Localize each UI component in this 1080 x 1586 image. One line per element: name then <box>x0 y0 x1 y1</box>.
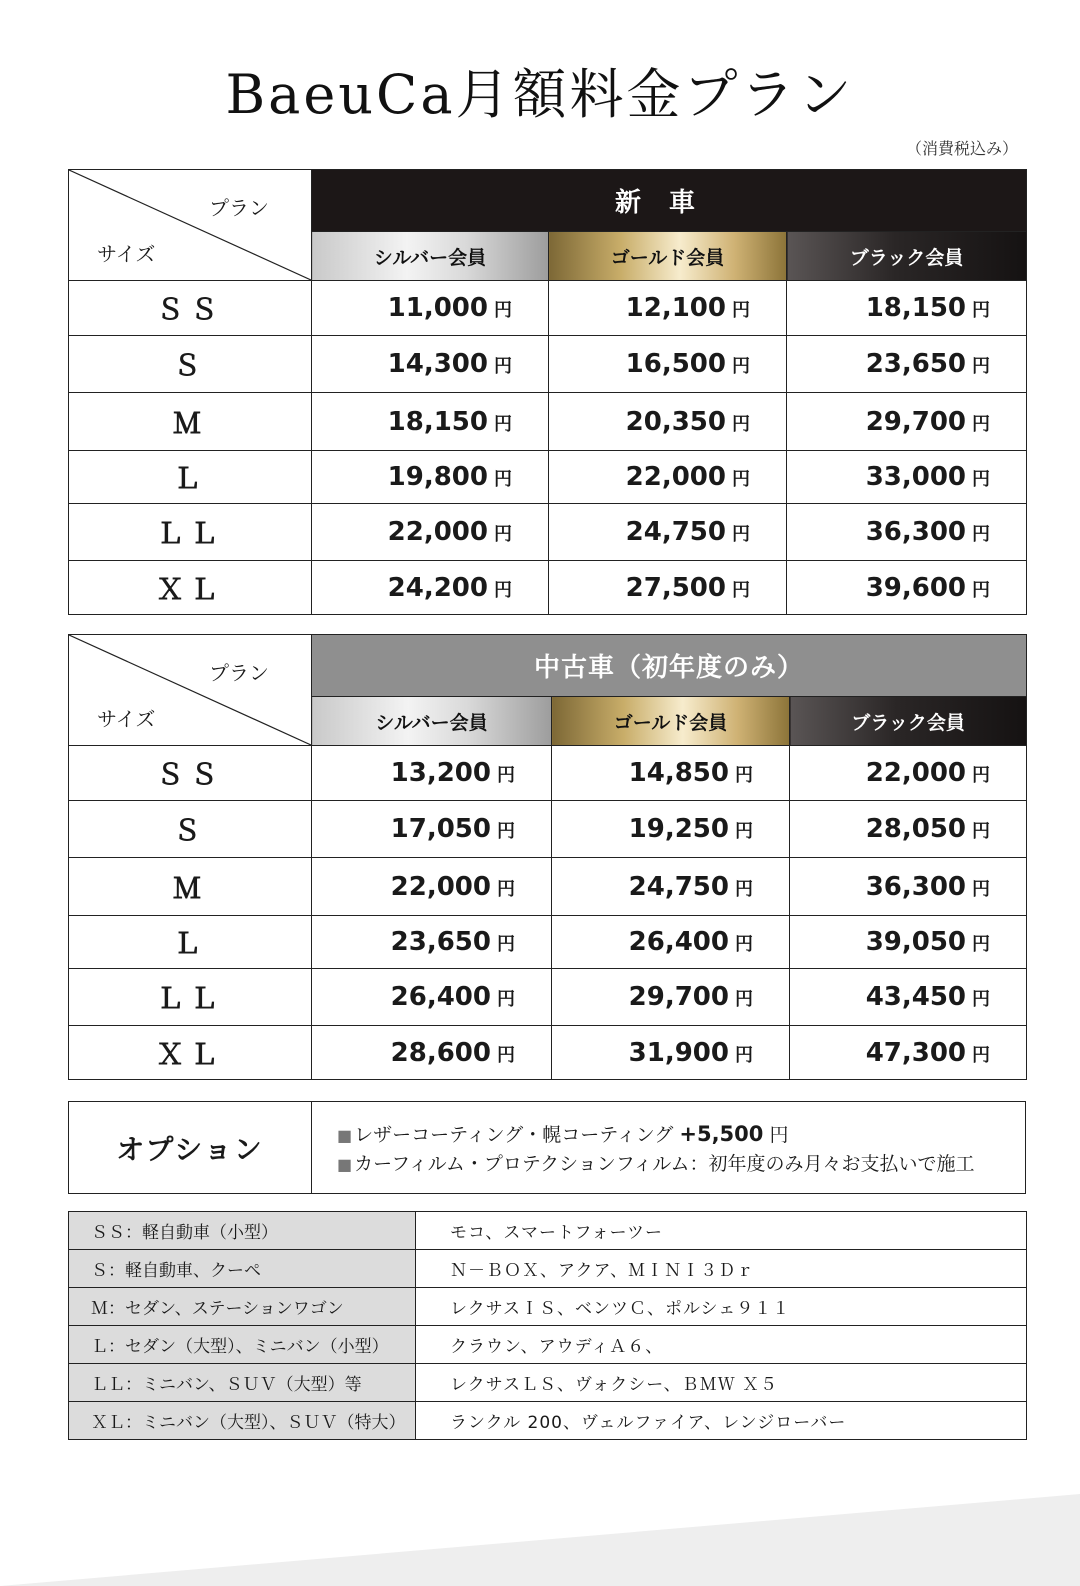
yen-unit: 円 <box>494 524 512 545</box>
price-value: 19,250 <box>628 814 729 844</box>
yen-unit: 円 <box>497 934 515 955</box>
price-cell <box>549 504 787 561</box>
size-cell: Ｍ <box>69 393 312 451</box>
yen-unit: 円 <box>494 300 512 321</box>
yen-unit: 円 <box>497 1044 515 1066</box>
size-definition: ＳＳ：軽自動車（小型） <box>69 1212 416 1250</box>
table-row <box>69 393 1027 451</box>
table-row <box>69 504 1027 561</box>
tier-gold: ゴールド会員 <box>552 697 790 746</box>
size-cell: ＸＬ <box>69 561 312 615</box>
yen-unit: 円 <box>497 821 515 842</box>
price-value: 22,000 <box>625 462 726 492</box>
size-definition: Ｓ：軽自動車、クーペ <box>69 1250 416 1288</box>
used-car-price-table <box>68 634 1027 1080</box>
price-cell <box>552 746 790 801</box>
table-row <box>69 969 1027 1026</box>
price-value: 26,400 <box>628 927 729 957</box>
yen-unit: 円 <box>494 413 512 435</box>
price-value: 19,800 <box>387 462 488 492</box>
table-row <box>69 281 1027 336</box>
yen-unit: 円 <box>735 934 753 955</box>
yen-unit: 円 <box>732 524 750 545</box>
table-corner-header <box>69 635 312 746</box>
yen-unit: 円 <box>735 989 753 1010</box>
yen-unit: 円 <box>735 1044 753 1066</box>
size-cell: ＳＳ <box>69 746 312 801</box>
yen-unit: 円 <box>732 356 750 377</box>
price-cell <box>790 916 1027 969</box>
price-cell <box>552 1026 790 1080</box>
price-value: 18,150 <box>387 406 488 437</box>
yen-unit: 円 <box>735 821 753 842</box>
table-row <box>69 451 1027 504</box>
price-value: 12,100 <box>625 293 726 323</box>
price-cell <box>552 858 790 916</box>
table-row <box>69 801 1027 858</box>
size-definition: ＬＬ：ミニバン、ＳＵＶ（大型）等 <box>69 1364 416 1402</box>
price-cell <box>552 801 790 858</box>
size-cell: ＸＬ <box>69 1026 312 1080</box>
size-example-row <box>69 1402 1027 1440</box>
price-value: 39,050 <box>865 927 967 957</box>
price-value: 36,300 <box>865 871 967 902</box>
price-cell <box>549 561 787 615</box>
size-example-row <box>69 1212 1027 1250</box>
size-cell: Ｓ <box>69 336 312 393</box>
yen-unit: 円 <box>732 413 750 435</box>
yen-unit: 円 <box>497 878 515 900</box>
size-cell: ＳＳ <box>69 281 312 336</box>
price-cell <box>312 561 549 615</box>
yen-unit: 円 <box>494 469 512 490</box>
tier-black: ブラック会員 <box>787 232 1027 281</box>
price-value: 11,000 <box>387 293 488 323</box>
price-cell <box>312 1026 552 1080</box>
size-example-row <box>69 1288 1027 1326</box>
square-bullet-icon: ■ <box>337 1126 353 1145</box>
price-cell <box>312 281 549 336</box>
price-value: 36,300 <box>865 517 967 547</box>
size-example-models: Ｎ－ＢＯＸ、アクア、ＭＩＮＩ３Ｄｒ <box>416 1250 1027 1288</box>
yen-unit: 円 <box>972 469 991 490</box>
size-definition: ＸＬ：ミニバン（大型）、ＳＵＶ（特大） <box>69 1402 416 1440</box>
size-definition: Ｌ：セダン（大型）、ミニバン（小型） <box>69 1326 416 1364</box>
tax-note: （消費税込み） <box>905 139 1018 158</box>
price-value: 29,700 <box>865 406 967 437</box>
size-example-row <box>69 1364 1027 1402</box>
price-cell <box>787 561 1027 615</box>
price-cell <box>787 504 1027 561</box>
price-cell <box>787 336 1027 393</box>
price-value: 17,050 <box>390 814 491 844</box>
yen-unit: 円 <box>972 934 991 955</box>
price-cell <box>790 858 1027 916</box>
price-value: 16,500 <box>625 349 726 379</box>
size-cell: ＬＬ <box>69 504 312 561</box>
price-cell <box>787 281 1027 336</box>
size-example-models: レクサスＩＳ、ベンツＣ、ポルシェ９１１ <box>416 1288 1027 1326</box>
price-value: 23,650 <box>390 927 491 957</box>
price-cell <box>312 336 549 393</box>
price-cell <box>787 451 1027 504</box>
price-cell <box>790 746 1027 801</box>
price-cell <box>312 504 549 561</box>
table-row <box>69 858 1027 916</box>
price-cell <box>790 969 1027 1026</box>
tier-silver: シルバー会員 <box>312 697 552 746</box>
price-value: 43,450 <box>865 982 967 1012</box>
option-coating <box>337 1120 974 1150</box>
size-definition: Ｍ：セダン、ステーションワゴン <box>69 1288 416 1326</box>
price-cell <box>549 336 787 393</box>
yen-unit: 円 <box>732 469 750 490</box>
price-value: 14,850 <box>628 758 729 788</box>
yen-unit: 円 <box>732 579 750 601</box>
new-car-rows <box>69 281 1027 615</box>
price-cell <box>312 969 552 1026</box>
yen-unit: 円 <box>972 1044 991 1066</box>
price-cell <box>787 393 1027 451</box>
price-value: 22,000 <box>387 517 488 547</box>
yen-unit: 円 <box>494 579 512 601</box>
table-row <box>69 746 1027 801</box>
size-cell: Ｓ <box>69 801 312 858</box>
yen-unit: 円 <box>497 989 515 1010</box>
price-cell <box>790 801 1027 858</box>
yen-unit: 円 <box>494 356 512 377</box>
price-cell <box>549 281 787 336</box>
option-film-text: カーフィルム・プロテクションフィルム：初年度のみ月々お支払いで施工 <box>354 1153 975 1175</box>
yen-unit: 円 <box>735 765 753 786</box>
price-value: 47,300 <box>865 1037 967 1068</box>
price-value: 24,200 <box>387 572 488 603</box>
table-row <box>69 1026 1027 1080</box>
size-cell: Ｍ <box>69 858 312 916</box>
new-car-price-table <box>68 169 1027 615</box>
table-row <box>69 561 1027 615</box>
options-label: オプション <box>69 1102 312 1193</box>
options-list <box>337 1120 974 1179</box>
yen-unit: 円 <box>972 989 991 1010</box>
option-coating-price: +5,500 <box>679 1122 764 1146</box>
corner-plan-label: プラン <box>209 196 269 220</box>
size-cell: Ｌ <box>69 451 312 504</box>
decorative-band <box>0 1494 1080 1586</box>
size-example-row <box>69 1250 1027 1288</box>
price-value: 24,750 <box>628 871 729 902</box>
size-cell: ＬＬ <box>69 969 312 1026</box>
price-value: 18,150 <box>865 293 967 323</box>
price-value: 24,750 <box>625 517 726 547</box>
size-example-models: クラウン、アウディＡ６、 <box>416 1326 1027 1364</box>
price-cell <box>312 393 549 451</box>
corner-plan-label: プラン <box>209 661 269 685</box>
price-cell <box>312 451 549 504</box>
yen-unit: 円 <box>972 579 991 601</box>
size-cell: Ｌ <box>69 916 312 969</box>
price-cell <box>549 393 787 451</box>
price-value: 14,300 <box>387 349 488 379</box>
price-value: 20,350 <box>625 406 726 437</box>
price-cell <box>552 916 790 969</box>
price-cell <box>790 1026 1027 1080</box>
size-example-row <box>69 1326 1027 1364</box>
options-box <box>68 1101 1026 1194</box>
tier-silver: シルバー会員 <box>312 232 549 281</box>
yen-unit: 円 <box>732 300 750 321</box>
size-examples-table <box>68 1211 1027 1440</box>
yen-unit: 円 <box>735 878 753 900</box>
table-corner-header <box>69 170 312 281</box>
used-car-heading: 中古車（初年度のみ） <box>312 635 1027 697</box>
price-value: 27,500 <box>625 572 726 603</box>
yen-unit: 円 <box>972 524 991 545</box>
size-example-models: ランクル 200、ヴェルファイア、レンジローバー <box>416 1402 1027 1440</box>
new-car-heading: 新車 <box>312 170 1027 232</box>
yen-unit: 円 <box>972 765 991 786</box>
option-coating-text: レザーコーティング・幌コーティング <box>354 1124 674 1146</box>
price-value: 33,000 <box>865 462 967 492</box>
price-cell <box>312 746 552 801</box>
yen-unit: 円 <box>972 821 991 842</box>
yen-unit: 円 <box>972 413 991 435</box>
yen-unit: 円 <box>972 356 991 377</box>
price-value: 28,600 <box>390 1037 491 1068</box>
corner-size-label: サイズ <box>97 242 156 266</box>
yen-unit: 円 <box>497 765 515 786</box>
price-value: 22,000 <box>865 758 967 788</box>
table-row <box>69 336 1027 393</box>
price-value: 26,400 <box>390 982 491 1012</box>
size-example-models: レクサスＬＳ、ヴォクシー、ＢＭＷ Ｘ５ <box>416 1364 1027 1402</box>
yen-unit: 円 <box>972 300 991 321</box>
price-cell <box>552 969 790 1026</box>
price-value: 13,200 <box>390 758 491 788</box>
option-film <box>337 1150 974 1179</box>
price-value: 29,700 <box>628 982 729 1012</box>
tier-gold: ゴールド会員 <box>549 232 787 281</box>
tier-black: ブラック会員 <box>790 697 1027 746</box>
page-title: BaeuCa月額料金プラン <box>225 63 855 126</box>
price-cell <box>312 801 552 858</box>
square-bullet-icon: ■ <box>337 1155 353 1174</box>
price-value: 31,900 <box>628 1037 729 1068</box>
price-cell <box>312 916 552 969</box>
option-coating-unit: 円 <box>769 1124 789 1146</box>
price-value: 28,050 <box>865 814 967 844</box>
price-cell <box>549 451 787 504</box>
price-cell <box>312 858 552 916</box>
used-car-rows <box>69 746 1027 1080</box>
price-value: 22,000 <box>390 871 491 902</box>
table-row <box>69 916 1027 969</box>
price-value: 23,650 <box>865 349 967 379</box>
corner-size-label: サイズ <box>97 707 156 731</box>
size-example-models: モコ、スマートフォーツー <box>416 1212 1027 1250</box>
price-value: 39,600 <box>865 572 967 603</box>
yen-unit: 円 <box>972 878 991 900</box>
size-examples-rows <box>69 1212 1027 1440</box>
